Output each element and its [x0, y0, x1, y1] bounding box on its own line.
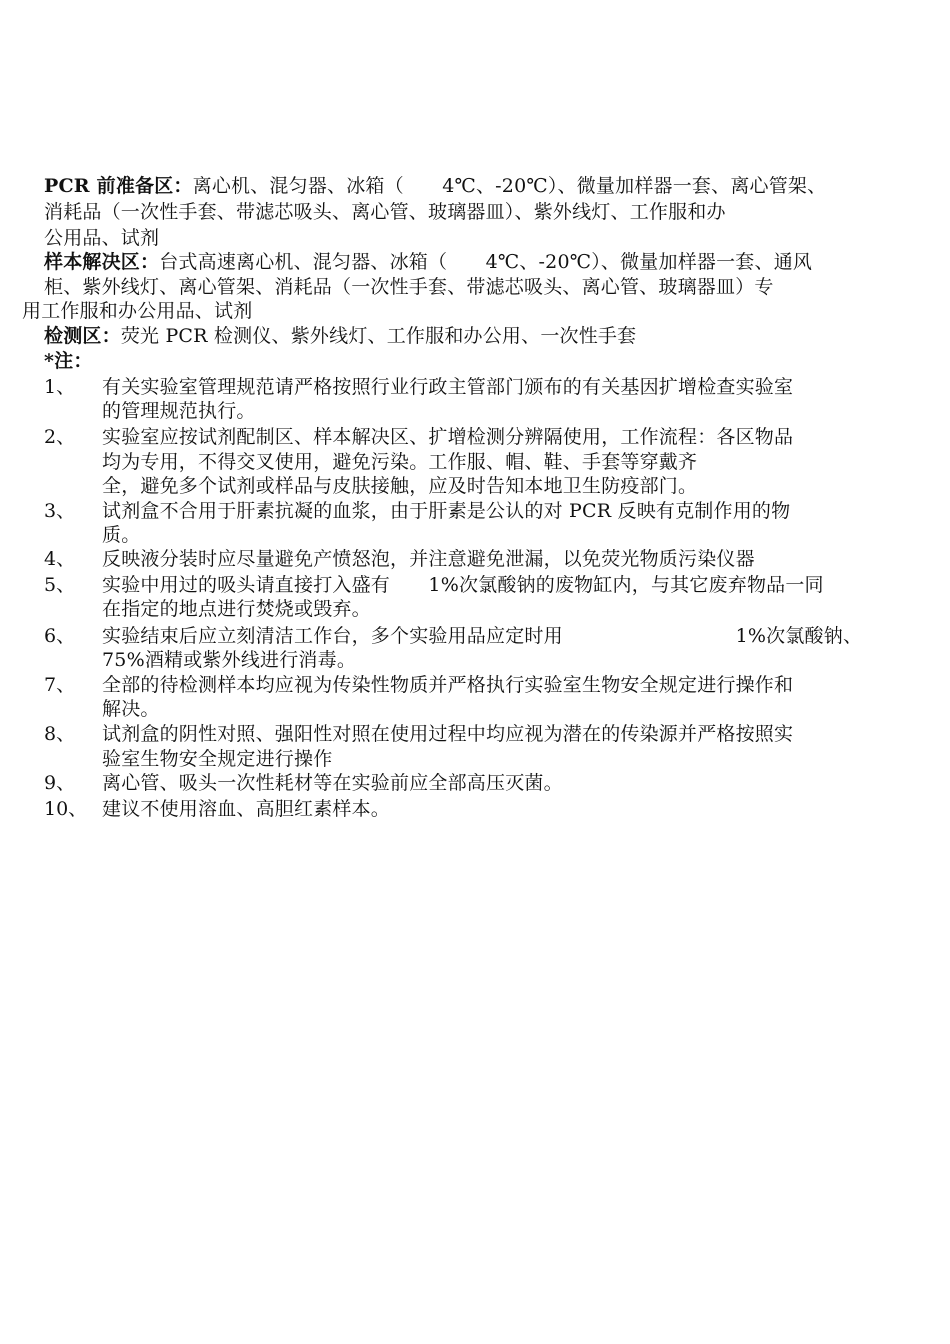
note-number: 6、 — [44, 625, 76, 647]
note-line: 实验结束后应立刻清洁工作台，多个实验用品应定时用 1%次氯酸钠、 — [102, 625, 863, 647]
pcr-pre-line-1 — [44, 174, 826, 198]
detect-heading: 检测区： — [44, 325, 121, 347]
pcr-pre-line-3: 公用品、试剂 — [44, 227, 160, 249]
sample-line-1 — [44, 250, 812, 274]
sample-line-2: 柜、紫外线灯、离心管架、消耗品（一次性手套、带滤芯吸头、离心管、玻璃器皿）专 — [44, 276, 774, 298]
pcr-pre-heading: PCR 前准备区： — [44, 175, 193, 197]
sample-text-1: 台式高速离心机、混匀器、冰箱（ 4℃、-20℃）、微量加样器一套、通风 — [159, 251, 813, 273]
note-line: 建议不使用溶血、高胆红素样本。 — [102, 798, 391, 820]
note-number: 10、 — [44, 798, 88, 820]
note-number: 4、 — [44, 548, 76, 570]
note-line: 有关实验室管理规范请严格按照行业行政主管部门颁布的有关基因扩增检查实验室 — [102, 376, 794, 398]
detect-line-1 — [44, 324, 636, 348]
sample-line-3: 用工作服和办公用品、试剂 — [22, 300, 253, 322]
note-number: 1、 — [44, 376, 76, 398]
note-line: 75%酒精或紫外线进行消毒。 — [102, 649, 357, 671]
note-line: 验室生物安全规定进行操作 — [102, 748, 333, 770]
note-line: 均为专用，不得交叉使用，避免污染。工作服、帽、鞋、手套等穿戴齐 — [102, 451, 698, 473]
note-number: 3、 — [44, 500, 76, 522]
sample-heading: 样本解决区： — [44, 251, 160, 273]
note-line: 解决。 — [102, 698, 160, 720]
note-line: 全部的待检测样本均应视为传染性物质并严格执行实验室生物安全规定进行操作和 — [102, 674, 794, 696]
note-line: 质。 — [102, 524, 141, 546]
detect-text-1: 荧光 PCR 检测仪、紫外线灯、工作服和办公用、一次性手套 — [120, 325, 637, 347]
note-number: 5、 — [44, 574, 76, 596]
note-line: 试剂盒的阴性对照、强阳性对照在使用过程中均应视为潜在的传染源并严格按照实 — [102, 723, 794, 745]
pcr-pre-line-2: 消耗品（一次性手套、带滤芯吸头、离心管、玻璃器皿）、紫外线灯、工作服和办 — [44, 201, 726, 223]
note-number: 7、 — [44, 674, 76, 696]
note-line: 反映液分装时应尽量避免产愤怒泡，并注意避免泄漏，以免荧光物质污染仪器 — [102, 548, 755, 570]
note-line: 在指定的地点进行焚烧或毁弃。 — [102, 598, 371, 620]
note-number: 2、 — [44, 426, 76, 448]
note-number: 8、 — [44, 723, 76, 745]
note-line: 离心管、吸头一次性耗材等在实验前应全部高压灭菌。 — [102, 772, 563, 794]
note-number: 9、 — [44, 772, 76, 794]
note-line: 实验室应按试剂配制区、样本解决区、扩增检测分辨隔使用，工作流程：各区物品 — [102, 426, 794, 448]
note-line: 的管理规范执行。 — [102, 400, 256, 422]
note-line: 全，避免多个试剂或样品与皮肤接触，应及时告知本地卫生防疫部门。 — [102, 475, 698, 497]
note-line: 试剂盒不合用于肝素抗凝的血浆，由于肝素是公认的对 PCR 反映有克制作用的物 — [102, 500, 791, 522]
note-label: *注： — [44, 350, 93, 372]
note-line: 实验中用过的吸头请直接打入盛有 1%次氯酸钠的废物缸内，与其它废弃物品一同 — [102, 574, 824, 596]
pcr-pre-text-1: 离心机、混匀器、冰箱（ 4℃、-20℃）、微量加样器一套、离心管架、 — [192, 175, 827, 197]
